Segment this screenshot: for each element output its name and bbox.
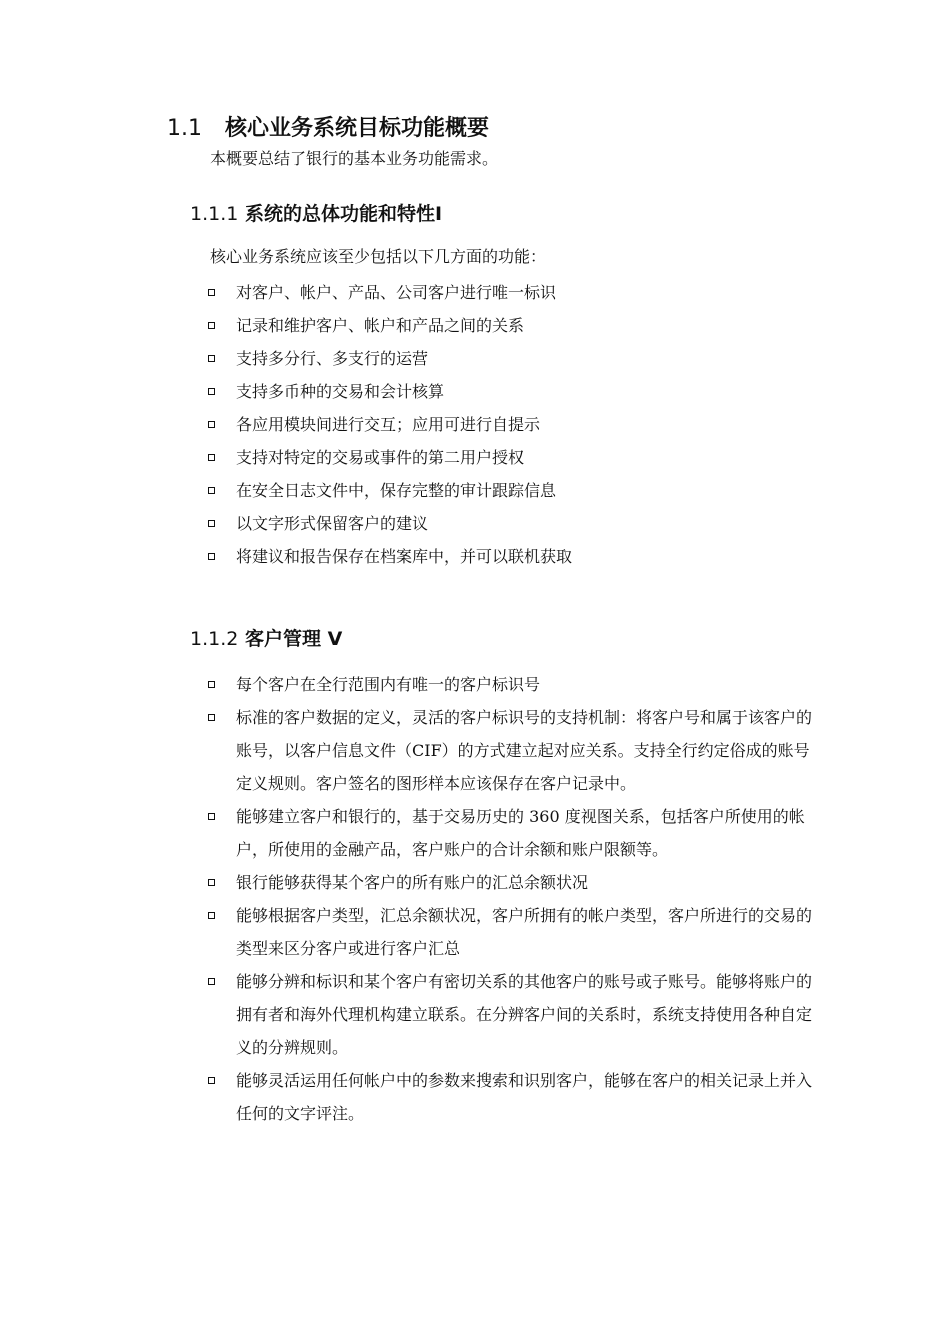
list-item: 能够建立客户和银行的，基于交易历史的 360 度视图关系，包括客户所使用的帐户，所使用的金融产品，客户账户的合计余额和账户限额等。 — [0, 800, 816, 866]
checkbox-bullet-icon — [208, 322, 215, 329]
checkbox-bullet-icon — [208, 978, 215, 985]
list-item: 在安全日志文件中，保存完整的审计跟踪信息 — [0, 474, 816, 507]
subsection-number-2: 1.1.2 — [190, 628, 239, 650]
list-item: 各应用模块间进行交互；应用可进行自提示 — [0, 408, 816, 441]
checkbox-bullet-icon — [208, 289, 215, 296]
checkbox-bullet-icon — [208, 714, 215, 721]
section-heading — [167, 112, 489, 146]
checkbox-bullet-icon — [208, 879, 215, 886]
subsection-heading-2 — [190, 624, 342, 654]
checkbox-bullet-icon — [208, 454, 215, 461]
subsection-title-1: 系统的总体功能和特性I — [244, 203, 443, 225]
list-item: 每个客户在全行范围内有唯一的客户标识号 — [0, 668, 816, 701]
customer-management-list — [0, 668, 816, 1130]
list-item: 支持对特定的交易或事件的第二用户授权 — [0, 441, 816, 474]
list-item: 记录和维护客户、帐户和产品之间的关系 — [0, 309, 816, 342]
checkbox-bullet-icon — [208, 355, 215, 362]
checkbox-bullet-icon — [208, 553, 215, 560]
subsection-heading-1 — [190, 199, 442, 229]
list-item: 能够分辨和标识和某个客户有密切关系的其他客户的账号或子账号。能够将账户的拥有者和海外代理机构建立联系。在分辨客户间的关系时，系统支持使用各种自定义的分辨规则。 — [0, 965, 816, 1064]
subsection-number-1: 1.1.1 — [190, 203, 239, 225]
checkbox-bullet-icon — [208, 520, 215, 527]
list-item: 能够根据客户类型，汇总余额状况，客户所拥有的帐户类型，客户所进行的交易的类型来区分客户或进行客户汇总 — [0, 899, 816, 965]
section-intro: 本概要总结了银行的基本业务功能需求。 — [210, 149, 499, 168]
checkbox-bullet-icon — [208, 681, 215, 688]
feature-list — [0, 276, 816, 573]
checkbox-bullet-icon — [208, 912, 215, 919]
list-item: 支持多分行、多支行的运营 — [0, 342, 816, 375]
list-item: 以文字形式保留客户的建议 — [0, 507, 816, 540]
subsection-title-2: 客户管理 V — [244, 628, 343, 650]
subsection-lead-1: 核心业务系统应该至少包括以下几方面的功能： — [210, 247, 547, 266]
list-item: 将建议和报告保存在档案库中，并可以联机获取 — [0, 540, 816, 573]
list-item: 对客户、帐户、产品、公司客户进行唯一标识 — [0, 276, 816, 309]
checkbox-bullet-icon — [208, 1077, 215, 1084]
list-item: 支持多币种的交易和会计核算 — [0, 375, 816, 408]
checkbox-bullet-icon — [208, 813, 215, 820]
list-item: 标准的客户数据的定义，灵活的客户标识号的支持机制：将客户号和属于该客户的账号，以客户信息文件（CIF）的方式建立起对应关系。支持全行约定俗成的账号定义规则。客户签名的图形样本应该保存在客户记录中。 — [0, 701, 816, 800]
checkbox-bullet-icon — [208, 421, 215, 428]
list-item: 能够灵活运用任何帐户中的参数来搜索和识别客户，能够在客户的相关记录上并入任何的文字评注。 — [0, 1064, 816, 1130]
list-item: 银行能够获得某个客户的所有账户的汇总余额状况 — [0, 866, 816, 899]
checkbox-bullet-icon — [208, 487, 215, 494]
section-title: 核心业务系统目标功能概要 — [225, 116, 490, 141]
checkbox-bullet-icon — [208, 388, 215, 395]
section-number: 1.1 — [167, 116, 202, 141]
